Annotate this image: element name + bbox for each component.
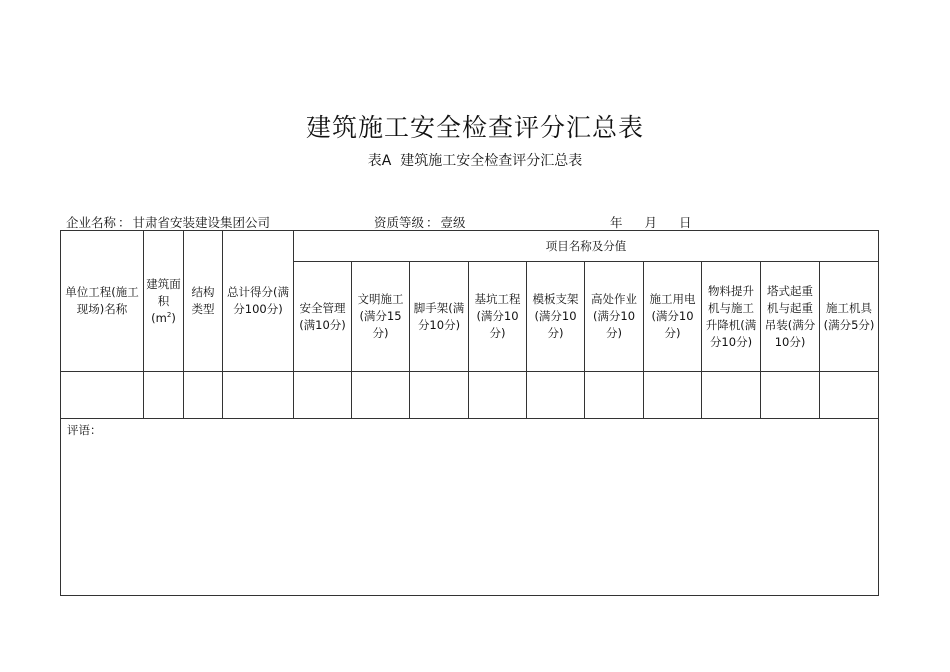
score-cell[interactable] — [585, 372, 644, 419]
qualification-label: 资质等级 — [374, 215, 425, 230]
company-label: 企业名称 — [66, 215, 117, 230]
document-subtitle — [0, 150, 950, 170]
item-header: 脚手架(满分10分) — [410, 262, 469, 372]
month-label: 月 — [644, 215, 658, 230]
score-cell[interactable] — [469, 372, 527, 419]
comment-row — [61, 419, 879, 596]
col-structure-type: 结构类型 — [184, 231, 223, 372]
item-header: 高处作业(满分10分) — [585, 262, 644, 372]
qualification-value: 壹级 — [440, 215, 466, 230]
subtitle-text: 建筑施工安全检查评分汇总表 — [400, 153, 583, 169]
col-total-score: 总计得分(满分100分) — [223, 231, 294, 372]
score-cell[interactable] — [761, 372, 820, 419]
qualification-field: 资质等级 ： 壹级 — [374, 215, 466, 230]
item-header: 施工机具(满分5分) — [820, 262, 879, 372]
document-title: 建筑施工安全检查评分汇总表 — [305, 113, 644, 142]
company-name-field: 企业名称 ： 甘肃省安装建设集团公司 — [66, 215, 271, 230]
item-header: 安全管理(满10分) — [294, 262, 352, 372]
col-unit-name: 单位工程(施工现场)名称 — [61, 231, 144, 372]
comment-area[interactable] — [61, 419, 879, 596]
item-header: 塔式起重机与起重吊装(满分10分) — [761, 262, 820, 372]
table-code: 表A — [367, 153, 392, 169]
comment-label: 评语： — [67, 423, 102, 437]
year-label: 年 — [610, 215, 623, 230]
data-row — [61, 372, 879, 419]
item-header: 文明施工(满分15分) — [352, 262, 410, 372]
item-header: 模板支架(满分10分) — [527, 262, 585, 372]
item-header: 物料提升机与施工升降机(满分10分) — [702, 262, 761, 372]
score-cell[interactable] — [527, 372, 585, 419]
score-cell[interactable] — [352, 372, 410, 419]
unit-name-cell[interactable] — [61, 372, 144, 419]
total-score-cell[interactable] — [223, 372, 294, 419]
structure-cell[interactable] — [184, 372, 223, 419]
score-cell[interactable] — [644, 372, 702, 419]
score-cell[interactable] — [820, 372, 879, 419]
item-header: 施工用电(满分10分) — [644, 262, 702, 372]
item-header: 基坑工程(满分10分) — [469, 262, 527, 372]
header-row-group — [61, 231, 879, 262]
score-cell[interactable] — [294, 372, 352, 419]
day-label: 日 — [679, 215, 692, 230]
area-cell[interactable] — [144, 372, 184, 419]
summary-table — [60, 230, 879, 596]
company-value: 甘肃省安装建设集团公司 — [132, 215, 271, 230]
score-cell[interactable] — [702, 372, 761, 419]
items-group-header: 项目名称及分值 — [294, 231, 879, 262]
score-cell[interactable] — [410, 372, 469, 419]
col-building-area: 建筑面积 $(m^2)$ — [144, 231, 184, 372]
date-field — [610, 213, 698, 231]
